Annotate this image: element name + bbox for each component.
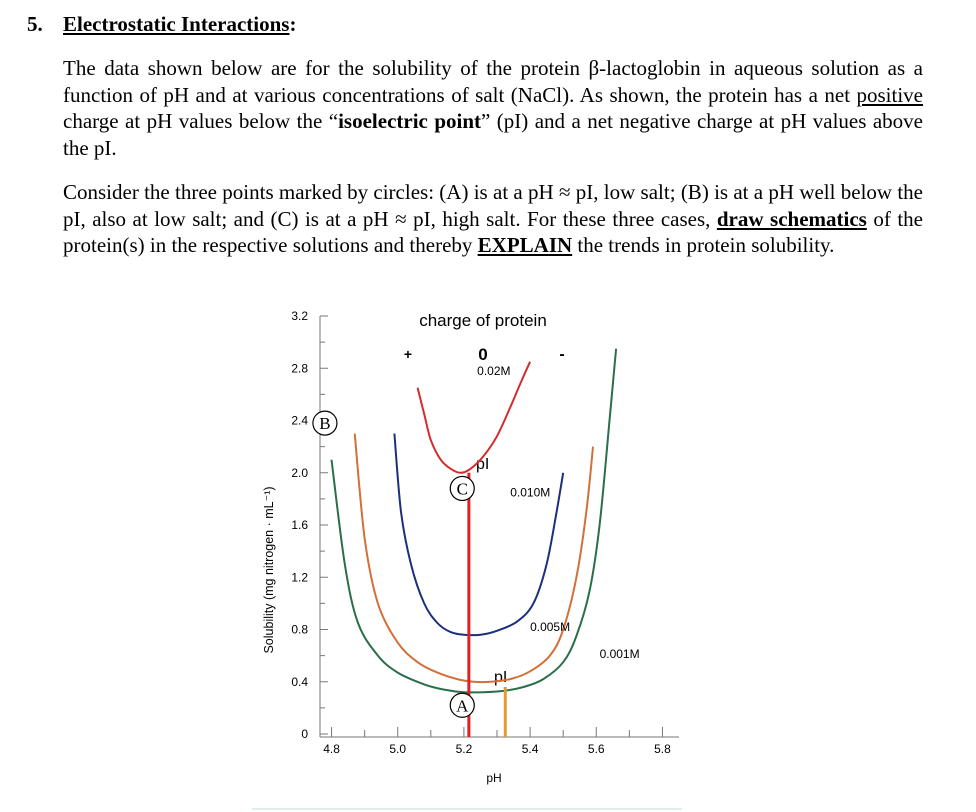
- series-line-0-02M: [418, 362, 530, 473]
- point-markers-layer: [313, 411, 474, 717]
- series-label-0-02M: 0.02M: [477, 363, 511, 378]
- charge-label-zero: 0: [478, 345, 488, 364]
- question-number: 5.: [27, 12, 43, 36]
- chart-title: charge of protein: [419, 311, 547, 330]
- y-tick-label: 2.4: [291, 413, 308, 428]
- question-title-colon: :: [289, 12, 297, 36]
- series-layer: [332, 349, 617, 693]
- intro-text-3: ” (pI) and a net negative charge at pH values above the pI.: [63, 109, 923, 160]
- series-labels-layer: [477, 364, 639, 661]
- series-label-0-010M: 0.010M: [510, 485, 551, 500]
- charge-label-positive: +: [403, 346, 413, 362]
- x-tick-label: 5.2: [455, 742, 473, 756]
- question-heading: [27, 12, 296, 37]
- charge-label-negative: -: [559, 346, 565, 363]
- intro-text-2: charge at pH values below the “: [63, 109, 339, 133]
- series-line-0-001M: [332, 349, 617, 693]
- x-axis-label: pH: [486, 771, 502, 785]
- task-text-3: the trends in protein solubility.: [572, 233, 835, 257]
- intro-positive: positive: [856, 82, 923, 107]
- y-tick-label: 1.2: [291, 570, 308, 585]
- series-label-0-005M: 0.005M: [530, 619, 571, 634]
- y-axis-label: Solubility (mg nitrogen · mL⁻¹): [262, 486, 276, 654]
- task-text-2: of the protein(s) in the respective solutions and thereby: [63, 206, 923, 257]
- pi-label-lower: pI: [494, 669, 508, 686]
- y-tick-label: 3.2: [291, 309, 308, 323]
- y-tick-label: 2.0: [291, 465, 308, 480]
- task-explain: EXPLAIN: [477, 233, 573, 257]
- series-line-0-005M: [355, 434, 593, 682]
- point-marker-label-b: B: [319, 414, 331, 434]
- intro-text-1: The data shown below are for the solubility of the protein β-lactoglobin in aqueous solution as a function of pH and at various concentrations of salt (NaCl). As shown, the protein has a net: [63, 56, 923, 107]
- x-tick-label: 5.8: [654, 742, 671, 756]
- pi-label-upper: pI: [476, 456, 490, 473]
- point-marker-label-c: C: [456, 479, 468, 499]
- task-text-1: Consider the three points marked by circles: (A) is at a pH ≈ pI, low salt; (B) is at a pH well below the pI, also at low salt; and (C) is at a pH ≈ pI, high salt. For these three cases,: [63, 180, 923, 231]
- x-tick-label: 5.0: [389, 742, 407, 756]
- paragraph-intro: [63, 55, 923, 161]
- task-draw-schematics: draw schematics: [716, 206, 867, 231]
- series-label-0-001M: 0.001M: [599, 647, 640, 662]
- point-marker-label-a: A: [456, 696, 469, 716]
- question-title: Electrostatic Interactions: [63, 12, 290, 36]
- intro-isoelectric: isoelectric point: [338, 109, 482, 133]
- paragraph-task: [63, 179, 923, 259]
- y-tick-label: 0: [301, 727, 308, 741]
- y-tick-label: 0.8: [291, 622, 308, 637]
- solubility-chart: [240, 300, 720, 800]
- y-tick-label: 1.6: [291, 518, 308, 532]
- y-tick-label: 2.8: [291, 361, 308, 376]
- bottom-divider: [252, 808, 682, 810]
- x-tick-label: 5.4: [521, 742, 539, 756]
- x-tick-label: 4.8: [323, 742, 340, 756]
- y-tick-label: 0.4: [291, 674, 308, 689]
- pi-lines-layer: [469, 473, 508, 737]
- x-tick-label: 5.6: [587, 742, 605, 756]
